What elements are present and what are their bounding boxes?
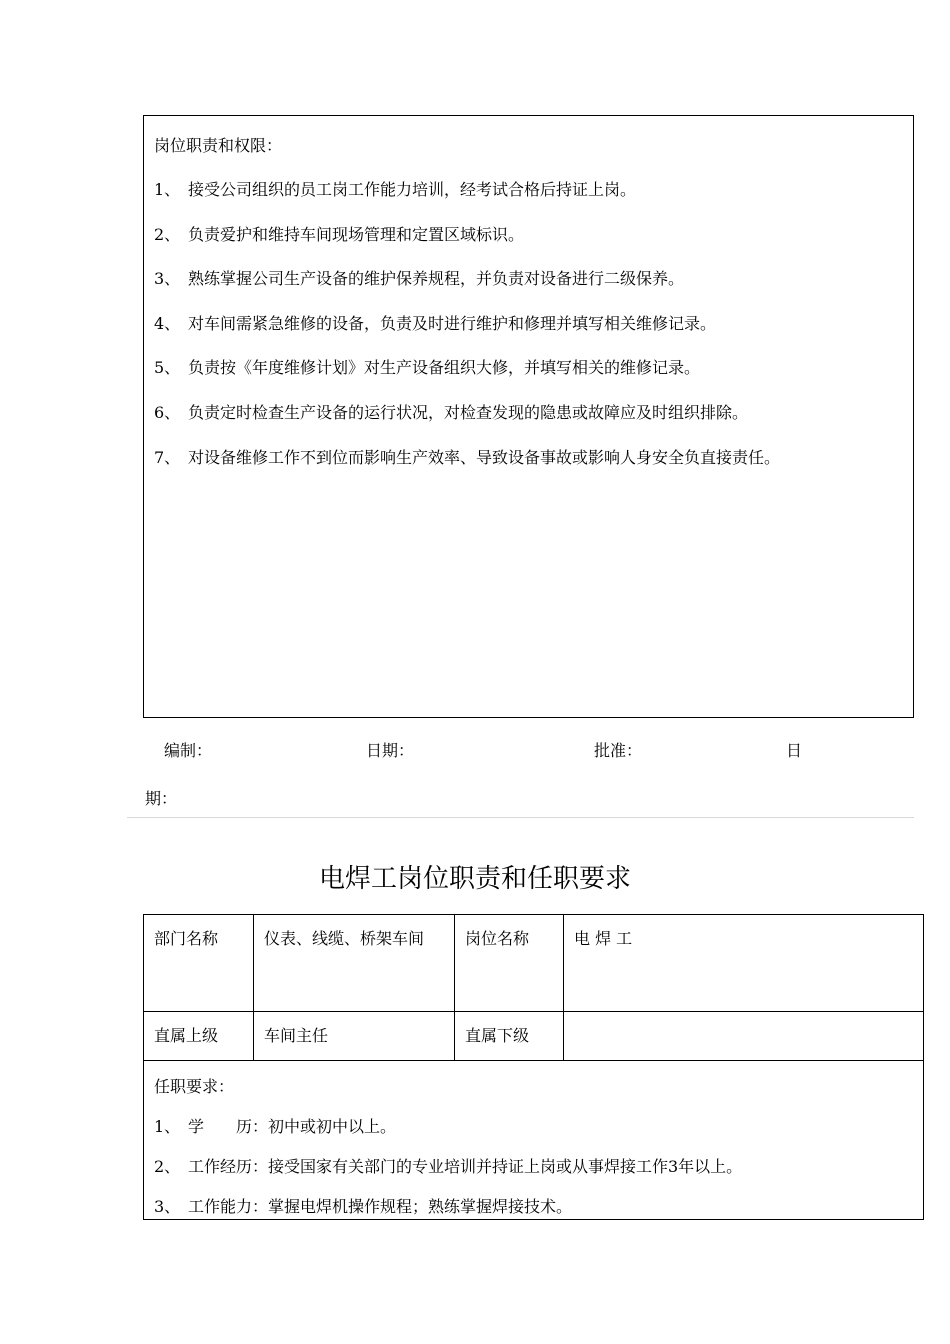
- duties-box: [143, 115, 914, 718]
- requirement-number: 3、: [154, 1197, 181, 1216]
- duty-item: [154, 225, 524, 245]
- duty-text: 熟练掌握公司生产设备的维护保养规程，并负责对设备进行二级保养。: [188, 269, 685, 288]
- requirements-cell: [144, 1061, 924, 1220]
- duty-number: 2、: [154, 225, 181, 244]
- page-divider: [127, 817, 914, 818]
- duty-number: 4、: [154, 314, 181, 333]
- duty-item: [154, 269, 684, 289]
- table-row: [144, 1061, 924, 1220]
- duty-text: 负责定时检查生产设备的运行状况，对检查发现的隐患或故障应及时组织排除。: [188, 403, 749, 422]
- post-label: 岗位名称: [455, 915, 564, 1012]
- duty-item: [154, 358, 700, 378]
- compiled-by-label: 编制：: [164, 741, 213, 760]
- requirements: [154, 1061, 923, 1219]
- duty-text: 负责按《年度维修计划》对生产设备组织大修，并填写相关的维修记录。: [188, 358, 701, 377]
- dept-value: 仪表、线缆、桥架车间: [254, 915, 455, 1012]
- table-row: [144, 1012, 924, 1061]
- requirement-text: 工作能力：掌握电焊机操作规程；熟练掌握焊接技术。: [188, 1197, 573, 1216]
- duty-text: 对车间需紧急维修的设备，负责及时进行维护和修理并填写相关维修记录。: [188, 314, 717, 333]
- requirements-heading: 任职要求：: [154, 1077, 235, 1096]
- subordinate-value: [564, 1012, 924, 1061]
- dept-label: 部门名称: [144, 915, 254, 1012]
- duty-item: [154, 403, 748, 423]
- requirement-text: 学 历：初中或初中以上。: [188, 1117, 397, 1136]
- requirement-number: 1、: [154, 1117, 181, 1136]
- duty-number: 7、: [154, 448, 181, 467]
- page-title: 电焊工岗位职责和任职要求: [318, 864, 631, 894]
- requirement-text: 工作经历：接受国家有关部门的专业培训并持证上岗或从事焊接工作3年以上。: [188, 1157, 743, 1176]
- duty-item: [154, 180, 636, 200]
- date2-label-part1: 日: [786, 741, 803, 760]
- duty-number: 1、: [154, 180, 181, 199]
- job-info-table: [143, 914, 924, 1220]
- subordinate-label: 直属下级: [455, 1012, 564, 1061]
- requirement-item: [154, 1157, 742, 1177]
- superior-label: 直属上级: [144, 1012, 254, 1061]
- superior-value: 车间主任: [254, 1012, 455, 1061]
- duty-text: 负责爱护和维持车间现场管理和定置区域标识。: [188, 225, 525, 244]
- duty-number: 5、: [154, 358, 181, 377]
- table-row: [144, 915, 924, 1012]
- requirement-item: [154, 1117, 396, 1137]
- duty-number: 3、: [154, 269, 181, 288]
- requirement-item: [154, 1197, 572, 1217]
- date2-label-part2: 期：: [145, 789, 178, 808]
- date-label: 日期：: [366, 741, 415, 760]
- duty-item: [154, 448, 780, 468]
- duty-text: 对设备维修工作不到位而影响生产效率、导致设备事故或影响人身安全负直接责任。: [188, 448, 781, 467]
- requirement-number: 2、: [154, 1157, 181, 1176]
- duty-text: 接受公司组织的员工岗工作能力培训，经考试合格后持证上岗。: [188, 180, 637, 199]
- approved-by-label: 批准：: [594, 741, 643, 760]
- duty-number: 6、: [154, 403, 181, 422]
- duties-heading: 岗位职责和权限：: [154, 136, 283, 155]
- post-value: 电 焊 工: [564, 915, 924, 1012]
- duty-item: [154, 314, 716, 334]
